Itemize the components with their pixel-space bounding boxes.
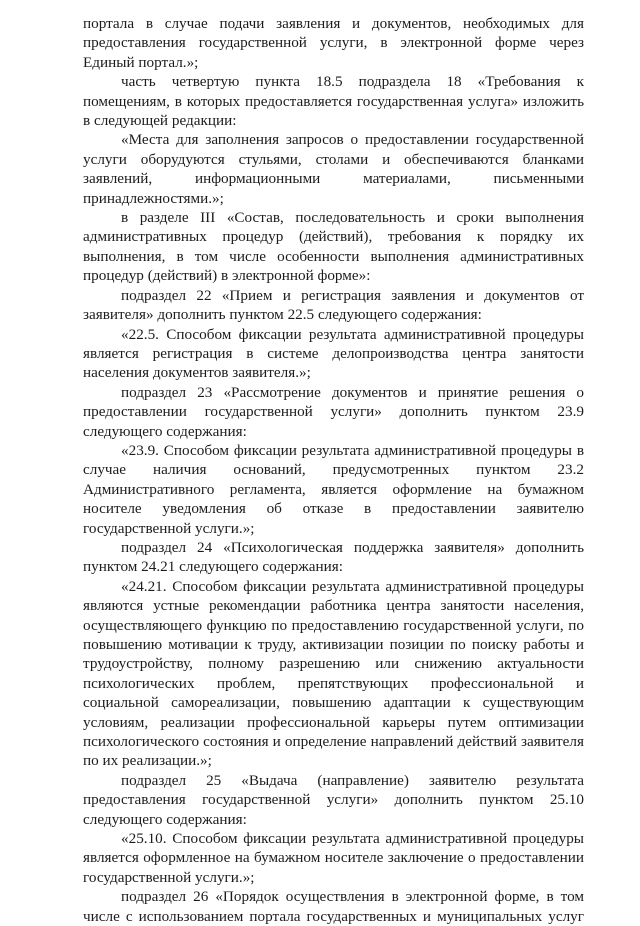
paragraph: подраздел 24 «Психологическая поддержка заявителя» дополнить пунктом 24.21 следующего содержания: [83, 538, 584, 576]
paragraph-quote: «Места для заполнения запросов о предоставлении государственной услуги оборудуются стульями, столами и обеспечиваются бланками заявлений, информационными материалами, письменными принадлежностями.»; [83, 131, 584, 207]
paragraph: в разделе III «Состав, последовательность и сроки выполнения административных процедур (действий), требования к порядку их выполнения, в том числе особенности выполнения административных процедур (действий) в электронной форме»: [83, 209, 584, 285]
paragraph-truncated: подраздел 26 «Порядок осуществления в электронной форме, в том числе с использованием портала государственных и муниципальных услуг [83, 888, 584, 925]
paragraph: подраздел 25 «Выдача (направление) заявителю результата предоставления государственной услуги» дополнить пунктом 25.10 следующего содержания: [83, 771, 584, 828]
paragraph: часть четвертую пункта 18.5 подраздела 18 «Требования к помещениям, в которых предоставляется государственная услуга» изложить в следующей редакции: [83, 73, 584, 130]
paragraph-quote: «23.9. Способом фиксации результата административной процедуры в случае наличия оснований, предусмотренных пунктом 23.2 Административного регламента, является оформление на бумажном носителе уведомления об отказе в предоставлении заявителю государственной услуги.»; [83, 441, 584, 537]
paragraph-continuation: портала в случае подачи заявления и документов, необходимых для предоставления государственной услуги, в электронной форме через Единый портал.»; [83, 15, 584, 71]
paragraph-quote: «24.21. Способом фиксации результата административной процедуры являются устные рекомендации работника центра занятости населения, осуществляющего функцию по предоставлению государственной услуги, по повышению мотивации к труду, активизации позиции по поиску работы и трудоустройству, полному разрешению или снижению актуальности психологических проблем, препятствующих профессиональной и социальной самореализации, повышению адаптации к существующим условиям, реализации профессиональной карьеры путем оптимизации психологического состояния и определение направлений действий заявителя по их реализации.»; [83, 577, 584, 770]
paragraph: подраздел 23 «Рассмотрение документов и принятие решения о предоставлении государственной услуги» дополнить пунктом 23.9 следующего содержания: [83, 383, 584, 440]
paragraph-quote: «22.5. Способом фиксации результата административной процедуры является регистрация в системе делопроизводства центра занятости населения документов заявителя.»; [83, 325, 584, 382]
paragraph-quote: «25.10. Способом фиксации результата административной процедуры является оформленное на бумажном носителе заключение о предоставлении государственной услуги.»; [83, 830, 584, 886]
paragraph: подраздел 22 «Прием и регистрация заявления и документов от заявителя» дополнить пунктом 22.5 следующего содержания: [83, 286, 584, 324]
